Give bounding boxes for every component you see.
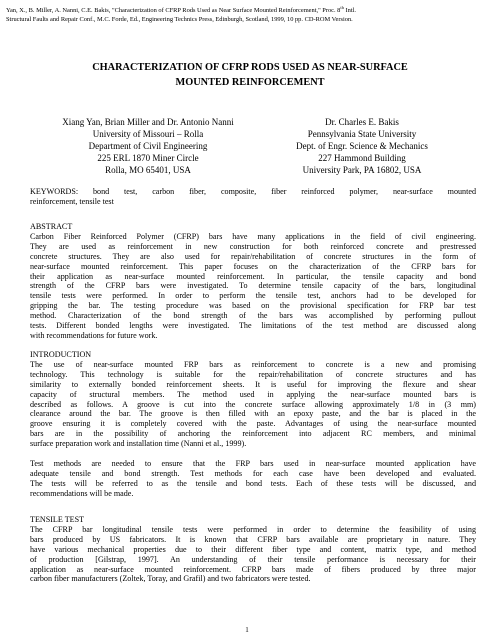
author-names: Xiang Yan, Brian Miller and Dr. Antonio Nanni — [62, 117, 234, 127]
title-line: MOUNTED REINFORCEMENT — [175, 77, 325, 88]
abstract-line: with recommendations for future work. — [30, 330, 158, 340]
author-affiliation: University of Missouri – Rolla — [92, 128, 204, 139]
introduction-heading: INTRODUCTION — [30, 350, 92, 359]
author-city: Rolla, MO 65401, USA — [105, 164, 191, 175]
tensile-test-heading: TENSILE TEST — [30, 515, 85, 524]
introduction-line: bars are in the possibility of anchoring the reinforcement into adjacent RC members, and minimal — [30, 429, 476, 439]
tensile-test-line: carbon fiber manufacturers (Zoltek, Toray, and Grafil) and two fabricators were tested. — [30, 574, 311, 584]
test-methods-line: recommendations will be made. — [30, 488, 134, 498]
citation-text: Yan, X., B. Miller, A. Nanni, C.E. Bakis, "Characterization of CFRP Rods Used as Near Surface Mounted Reinforcement," Proc. 8 — [6, 7, 341, 14]
abstract-line: tests. Different bonded lengths were investigated. The limitations of the test method are discussed along — [30, 321, 476, 331]
tensile-test-line: application as near-surface mounted reinforcement. CFRP bars made of fibers produced by three major — [30, 564, 476, 574]
citation-line — [6, 6, 492, 15]
citation-header — [6, 6, 492, 24]
abstract-line: method. Characterization of the bond strength of the bars was accomplished by performing pullout — [30, 311, 476, 321]
abstract-line: Carbon Fiber Reinforced Polymer (CFRP) bars have many applications in the field of civil engineering. — [30, 231, 476, 241]
tensile-test-line: of production [Gilstrap, 1997]. An understanding of their tensile performance is necessary for their — [30, 554, 476, 564]
tensile-test-line: The CFRP bar longitudinal tensile tests were performed in order to determine the feasibility of using — [30, 524, 476, 534]
author-city: University Park, PA 16802, USA — [302, 164, 422, 175]
abstract-heading: ABSTRACT — [30, 222, 73, 231]
introduction-line: The use of near-surface mounted FRP bars as reinforcement to concrete is a new and promising — [30, 359, 476, 369]
paper-title — [40, 60, 460, 90]
test-methods-line: adequate tensile and bond strength. Test methods for each case have been developed and evaluated. — [30, 468, 476, 478]
citation-superscript: th — [340, 4, 344, 10]
authors-left-block — [48, 117, 248, 177]
tensile-test-line: have various mechanical properties due to their different fiber type and content, matrix type, and method — [30, 544, 476, 554]
keywords-line: KEYWORDS: bond test, carbon fiber, composite, fiber reinforced polymer, near-surface mounted — [30, 187, 476, 196]
page-number: 1 — [245, 626, 249, 634]
tensile-test-section — [30, 515, 476, 584]
abstract-line: tensile tests were performed. In order to perform the tensile test, anchors had to be developed for — [30, 291, 476, 301]
tensile-test-line: bars produced by US fabricators. It is known that CFRP bars available are proprietary in nature. They — [30, 534, 476, 544]
test-methods-line: The tests will be referred to as the tensile and bond tests. Each of these tests will be discussed, and — [30, 478, 476, 488]
author-department: Dept. of Engr. Science & Mechanics — [296, 140, 428, 151]
test-methods-paragraph — [30, 459, 476, 499]
abstract-line: near-surface mounted reinforcement. This paper focuses on the characterization of the CFRP bars for — [30, 261, 476, 271]
introduction-line: clearance around the bar. The groove is then filled with an epoxy paste, and the bar is placed in the — [30, 409, 476, 419]
authors-right-block — [262, 117, 462, 177]
citation-text-end: Intl. — [343, 7, 356, 14]
abstract-section — [30, 222, 476, 341]
keywords-line: reinforcement, tensile test — [30, 196, 114, 206]
introduction-line: technology. This technology is suitable for the repair/rehabilitation of concrete structures and has — [30, 369, 476, 379]
abstract-line: their application as near-surface mounted reinforcement. In particular, the tensile capacity and bond — [30, 271, 476, 281]
introduction-line: described as follows. A groove is cut into the concrete surface allowing approximately 1/8 in (3 mm) — [30, 399, 476, 409]
title-line: CHARACTERIZATION OF CFRP RODS USED AS NEAR-SURFACE — [92, 62, 408, 73]
introduction-section — [30, 350, 476, 449]
author-address: 227 Hammond Building — [318, 152, 406, 163]
test-methods-line: Test methods are needed to ensure that the FRP bars used in near-surface mounted application have — [30, 459, 476, 468]
author-affiliation: Pennsylvania State University — [307, 128, 417, 139]
introduction-line: groove ensuring it is completely covered with the paste. Advantages of using the near-surface mounted — [30, 419, 476, 429]
author-address: 225 ERL 1870 Miner Circle — [97, 152, 199, 163]
author-department: Department of Civil Engineering — [88, 140, 208, 151]
citation-line: Structural Faults and Repair Conf., M.C. Forde, Ed., Engineering Technics Press, Edinburgh, Scotland, 1999, 10 pp. CD-ROM Version. — [6, 16, 353, 23]
introduction-line: similarity to externally bonded reinforcement sheets. It is useful for improving the flexure and shear — [30, 379, 476, 389]
author-names: Dr. Charles E. Bakis — [325, 117, 399, 127]
abstract-line: concrete structures. They are also used for repair/rehabilitation of concrete structures in the form of — [30, 251, 476, 261]
abstract-line: strength of the CFRP bars were investigated. To determine tensile capacity of the bars, longitudinal — [30, 281, 476, 291]
introduction-line: surface preparation work and installation time (Nanni et al., 1999). — [30, 439, 247, 449]
introduction-line: capacity of structural members. The method used in applying the near-surface mounted bars is — [30, 389, 476, 399]
abstract-line: They are used as reinforcement in new construction for both reinforced concrete and prestressed — [30, 241, 476, 251]
abstract-line: gripping the bar. The testing procedure was based on the provisional specification for FRP bar test — [30, 301, 476, 311]
keywords-section — [30, 187, 476, 207]
